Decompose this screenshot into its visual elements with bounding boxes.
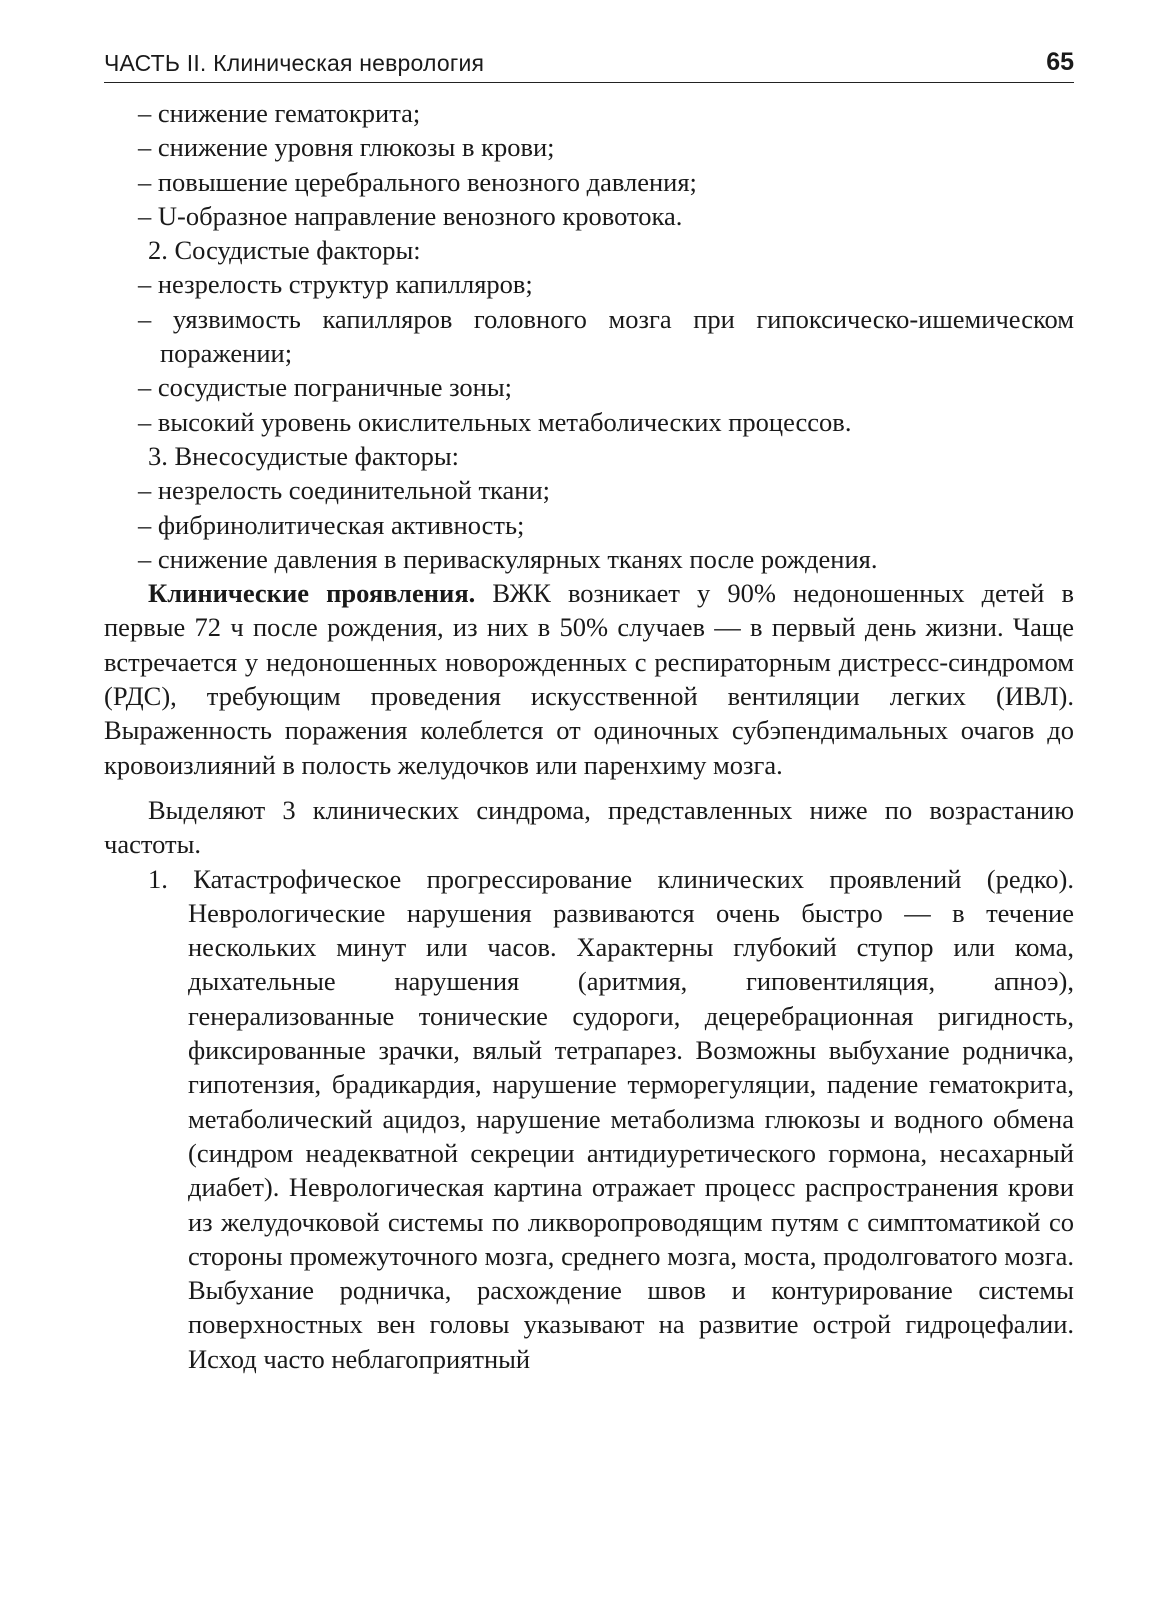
page-body [104,96,1074,1376]
numbered-heading: 3. Внесосудистые факторы: [148,440,459,471]
list-item: – незрелость структур капилляров; [138,269,533,300]
list-item: – высокий уровень окислительных метаболических процессов. [138,406,852,437]
list-item: – снижение уровня глюкозы в крови; [138,132,555,163]
paragraph-clinical [104,576,1074,782]
list-item: – незрелость соединительной ткани; [138,475,551,506]
numbered-heading: 2. Сосудистые факторы: [148,235,421,266]
paragraph-text: ВЖК возникает у 90% недоношенных детей в первые 72 ч после рождения, из них в 50% случаев — в первый день жизни. Чаще встречается у недоношенных новорожденных с респираторным дистресс-синдромом (РДС), требующим проведения искусственной вентиляции легких (ИВЛ). Выраженность поражения колеблется от одиночных субэпендимальных очагов до кровоизлияний в полость желудочков или паренхиму мозга. [104,578,1074,780]
paragraph-lead: Клинические проявления. [148,578,476,609]
running-head: ЧАСТЬ II. Клиническая неврология [104,50,485,76]
page-number: 65 [1046,48,1074,76]
list-item: – повышение церебрального венозного давления; [138,166,697,197]
page-header [104,46,1074,83]
list-item: – снижение давления в периваскулярных тканях после рождения. [138,543,878,574]
numbered-item-1: 1. Катастрофическое прогрессирование клинических проявлений (редко). Неврологические нарушения развиваются очень быстро — в течение нескольких минут или часов. Характерны глубокий ступор или кома, дыхательные нарушения (аритмия, гиповентиляция, апноэ), генерализованные тонические судороги, децеребрационная ригидность, фиксированные зрачки, вялый тетрапарез. Возможны выбухание родничка, гипотензия, брадикардия, нарушение терморегуляции, падение гематокрита, метаболический ацидоз, нарушение метаболизма глюкозы и водного обмена (синдром неадекватной секреции антидиуретического гормона, несахарный диабет). Неврологическая картина отражает процесс распространения крови из желудочковой системы по ликворопроводящим путям с симптоматикой со стороны промежуточного мозга, среднего мозга, моста, продолговатого мозга. Выбухание родничка, расхождение швов и контурирование системы поверхностных вен головы указывают на развитие острой гидроцефалии. Исход часто неблагоприятный [148,863,1074,1374]
list-item: – фибринолитическая активность; [138,509,525,540]
list-item: – уязвимость капилляров головного мозга при гипоксическо-ишемическом поражении; [138,303,1074,369]
list-item: – снижение гематокрита; [138,98,421,128]
paragraph-syndromes: Выделяют 3 клинических синдрома, представленных ниже по возрастанию частоты. [104,794,1074,860]
list-item: – сосудистые пограничные зоны; [138,372,513,403]
list-item: – U-образное направление венозного кровотока. [138,200,683,231]
